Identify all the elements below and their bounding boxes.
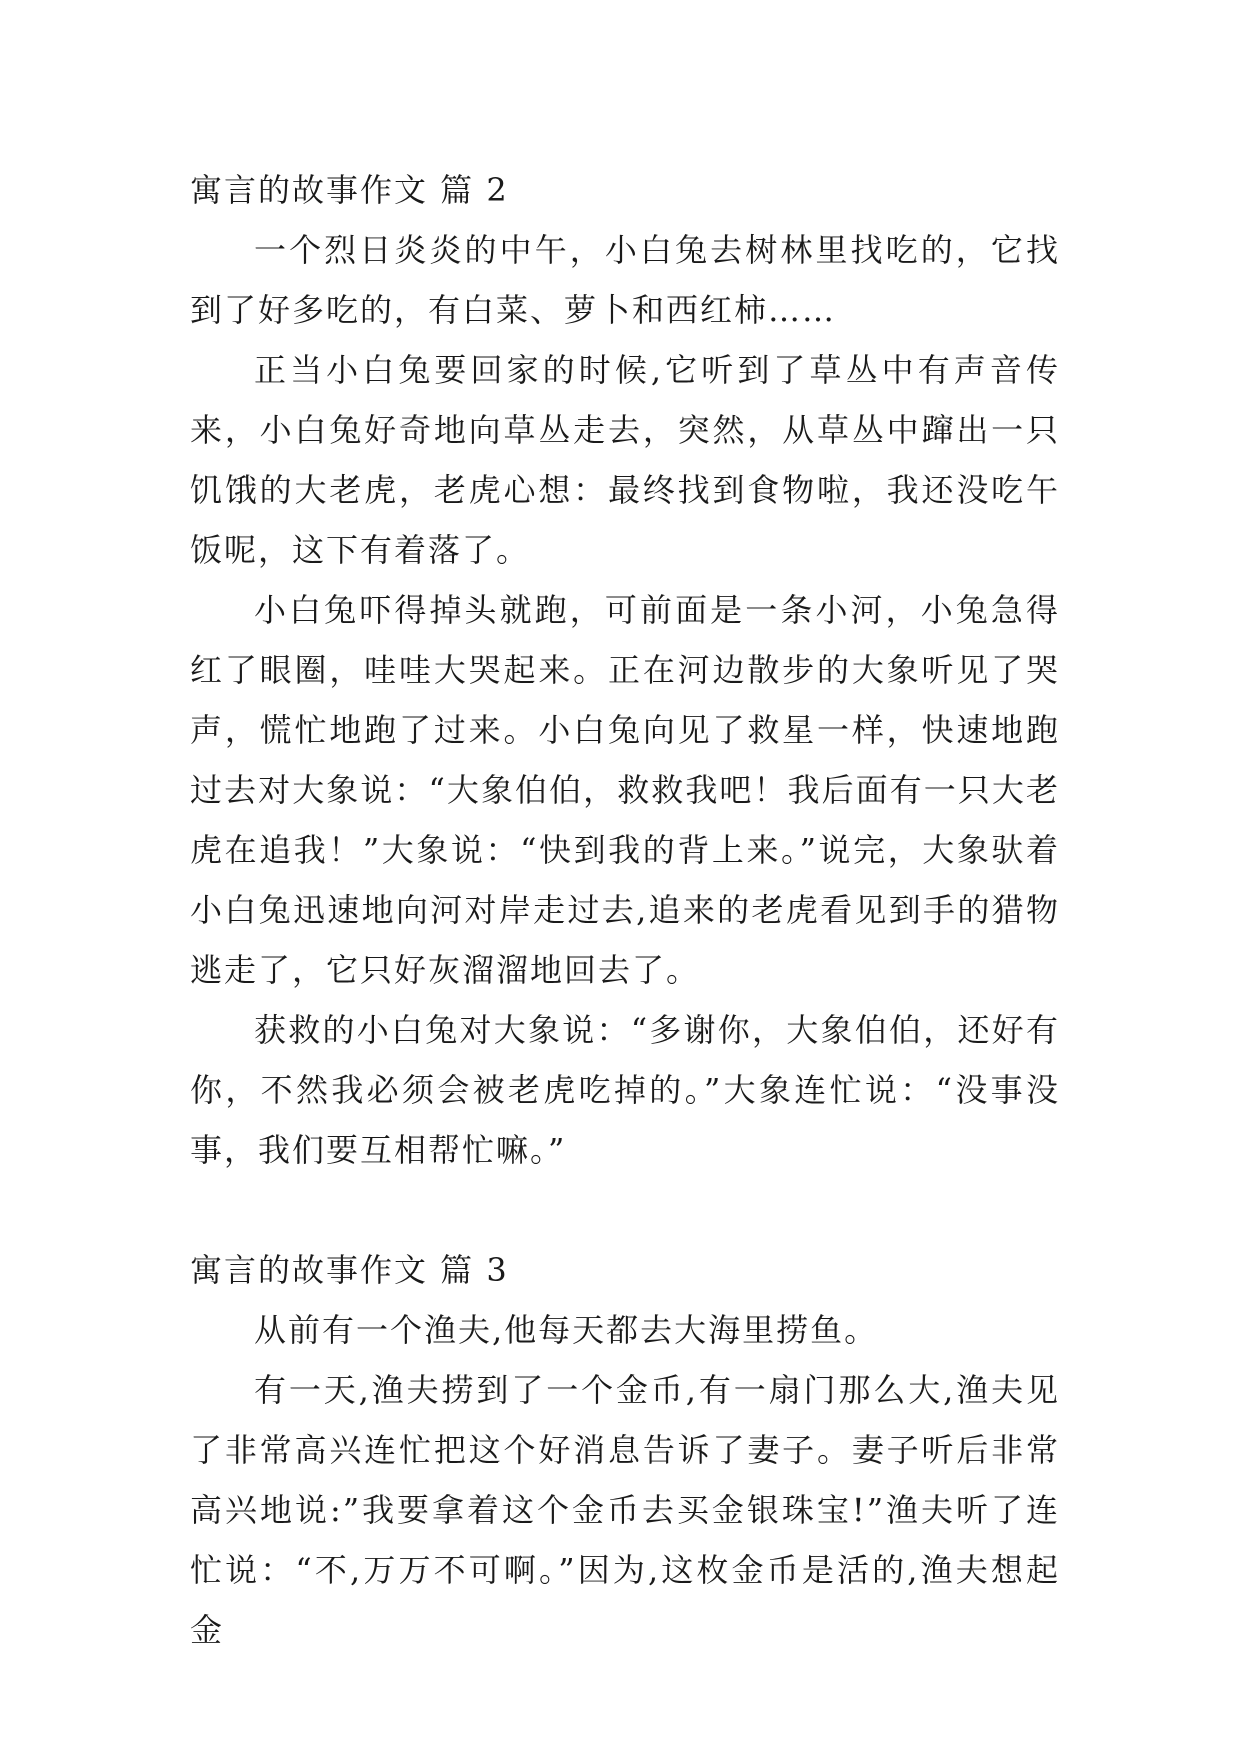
section-title: 寓言的故事作文 篇 3 [190,1251,509,1289]
paragraph: 从前有一个渔夫,他每天都去大海里捞鱼。 [254,1311,879,1349]
section-3 [190,1240,1060,1660]
paragraph: 小白兔吓得掉头就跑，可前面是一条小河，小兔急得红了眼圈，哇哇大哭起来。正在河边散步的大象听见了哭声，慌忙地跑了过来。小白兔向见了救星一样，快速地跑过去对大象说：“大象伯伯，救救我吧！我后面有一只大老虎在追我！”大象说：“快到我的背上来。”说完，大象驮着小白兔迅速地向河对岸走过去,追来的老虎看见到手的猎物逃走了，它只好灰溜溜地回去了。 [190,591,1060,989]
paragraph: 正当小白兔要回家的时候,它听到了草丛中有声音传来，小白兔好奇地向草丛走去，突然，从草丛中蹿出一只饥饿的大老虎，老虎心想：最终找到食物啦，我还没吃午饭呢，这下有着落了。 [190,351,1060,569]
paragraph: 一个烈日炎炎的中午，小白兔去树林里找吃的，它找到了好多吃的，有白菜、萝卜和西红柿…… [190,231,1060,329]
document-body [190,160,1060,1660]
section-spacer [190,1180,1060,1240]
paragraph: 获救的小白兔对大象说：“多谢你，大象伯伯，还好有你，不然我必须会被老虎吃掉的。”大象连忙说：“没事没事，我们要互相帮忙嘛。” [190,1011,1060,1169]
section-2 [190,160,1060,1180]
section-title: 寓言的故事作文 篇 2 [190,171,509,209]
paragraph: 有一天,渔夫捞到了一个金币,有一扇门那么大,渔夫见了非常高兴连忙把这个好消息告诉了妻子。妻子听后非常高兴地说:”我要拿着这个金币去买金银珠宝!”渔夫听了连忙说：“不,万万不可啊。”因为,这枚金币是活的,渔夫想起金 [190,1371,1060,1649]
